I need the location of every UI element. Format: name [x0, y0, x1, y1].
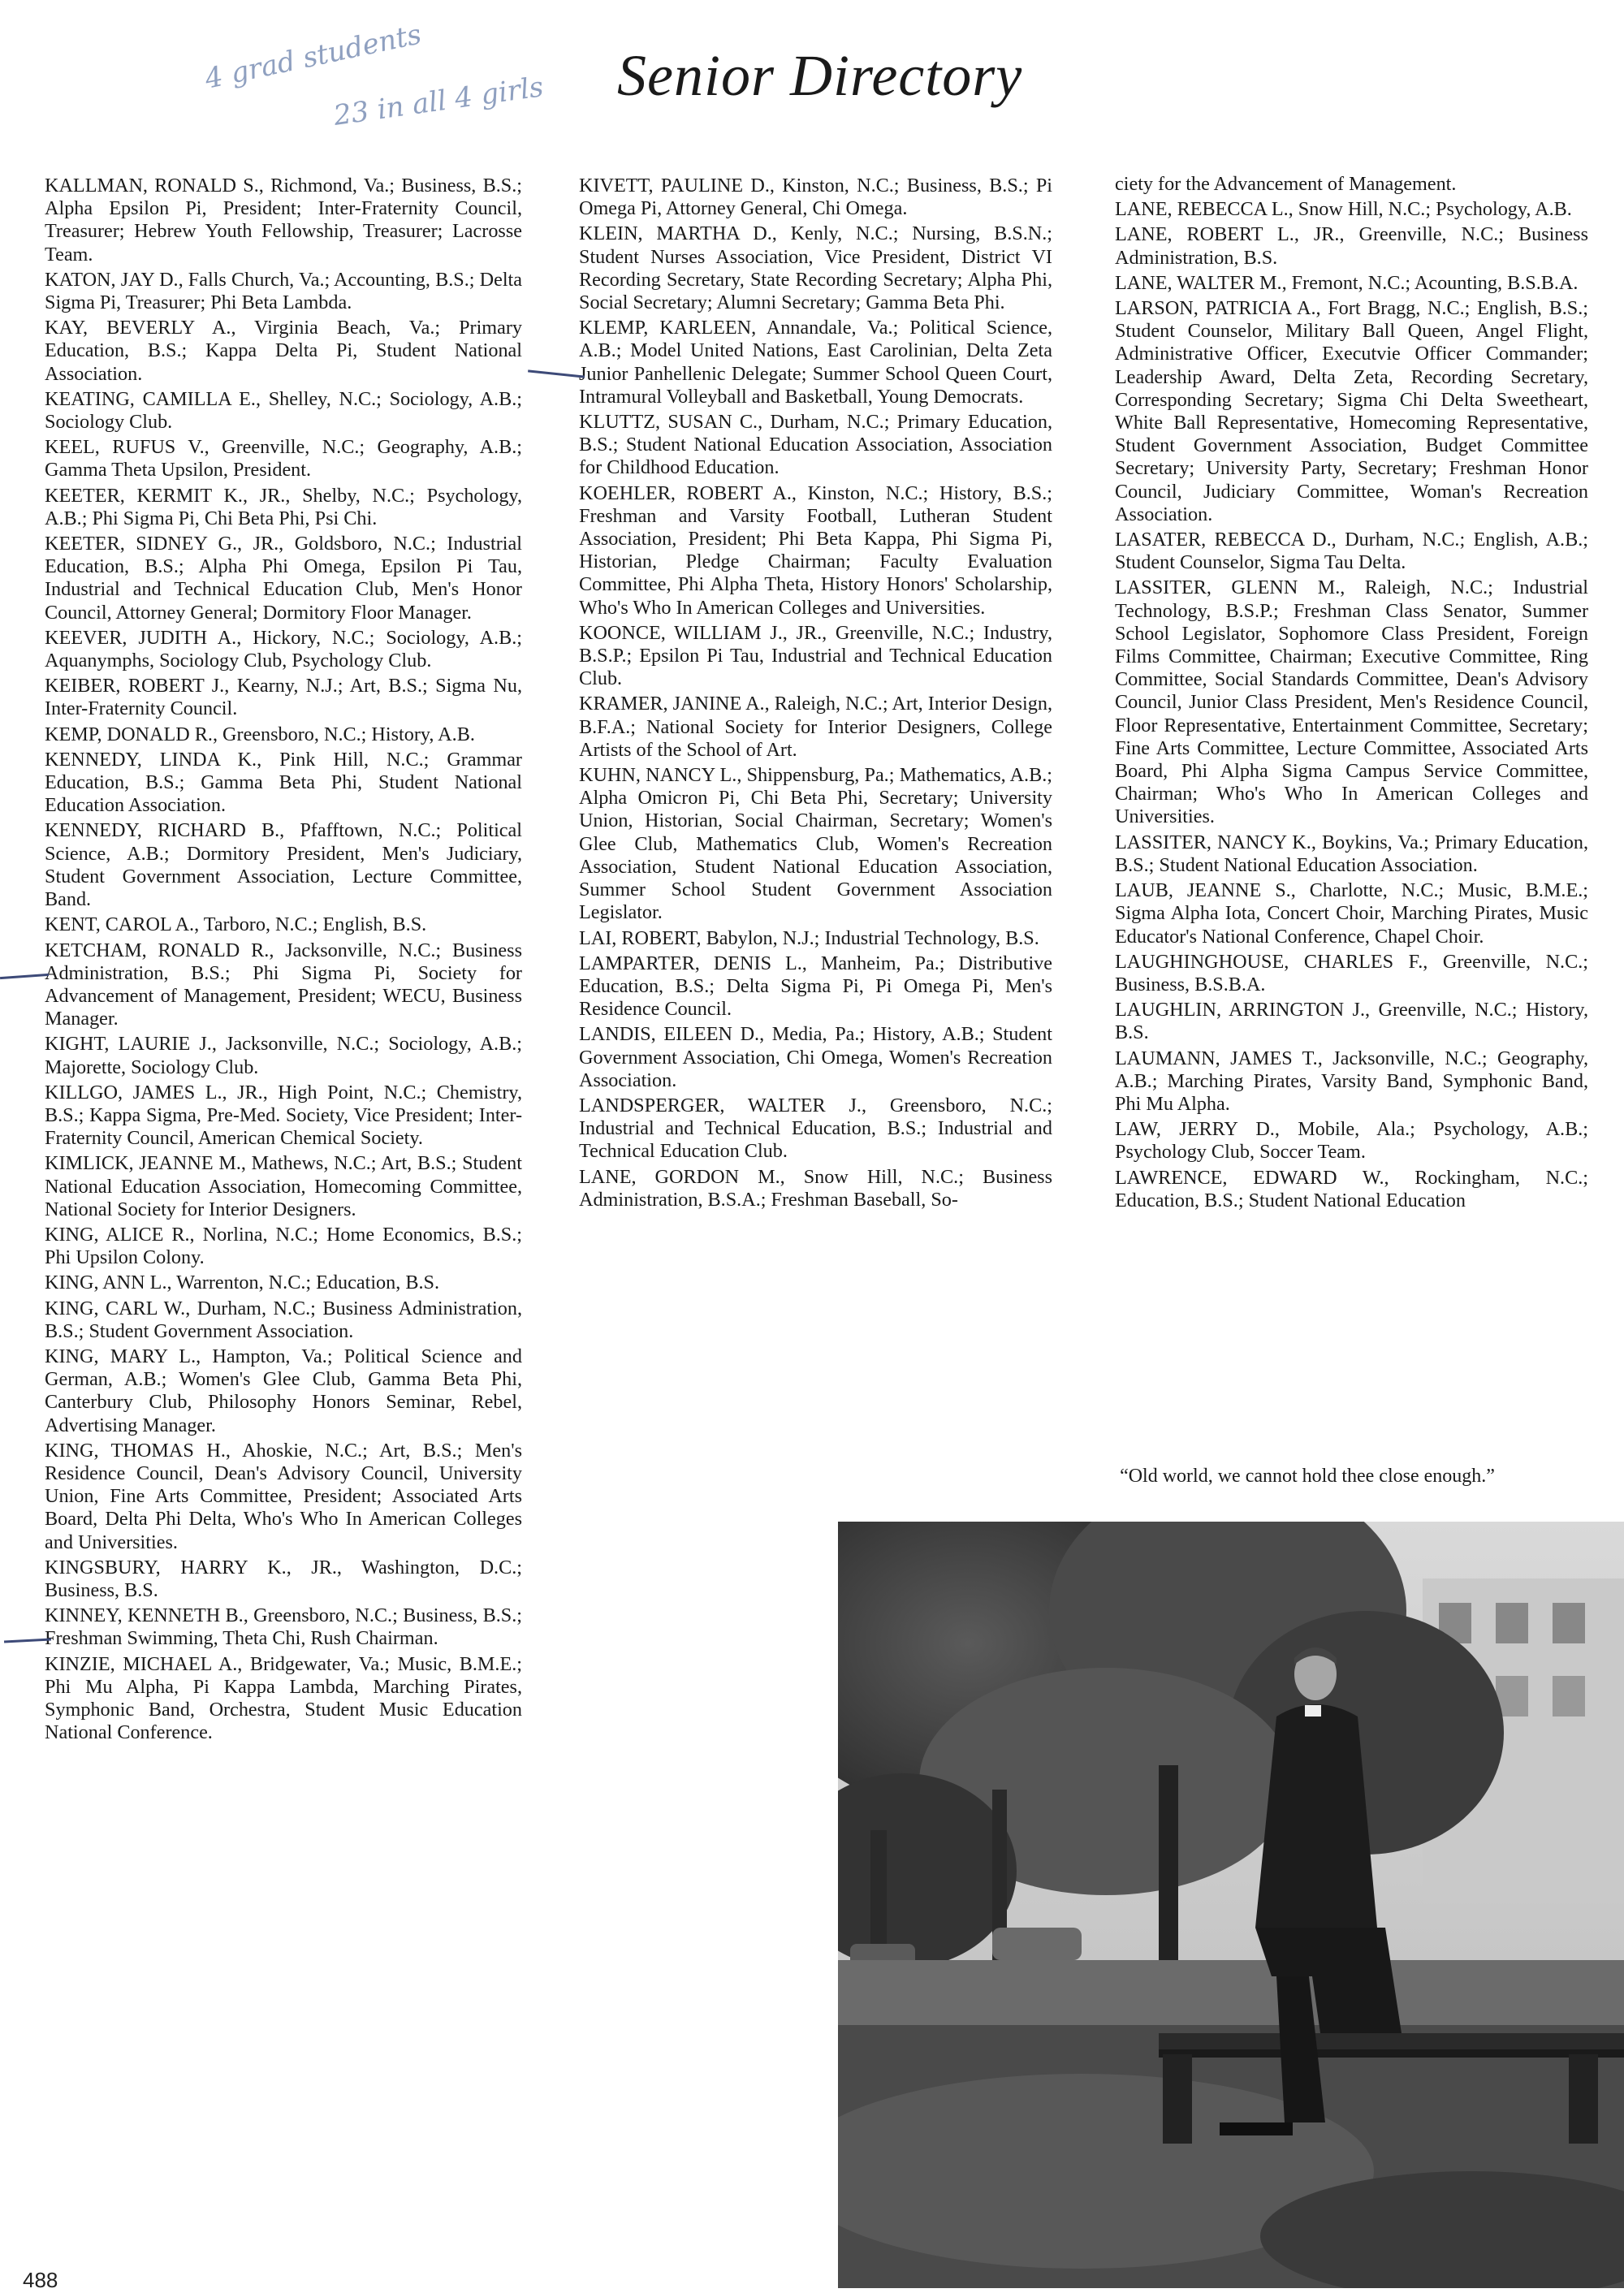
- directory-entry: KEEVER, JUDITH A., Hickory, N.C.; Sociology, A.B.; Aquanymphs, Sociology Club, Psychology Club.: [45, 626, 522, 672]
- directory-entry: LANE, GORDON M., Snow Hill, N.C.; Business Administration, B.S.A.; Freshman Baseball, So-: [579, 1165, 1052, 1211]
- directory-column-1: [45, 175, 522, 1747]
- directory-entry: KEMP, DONALD R., Greensboro, N.C.; History, A.B.: [45, 723, 475, 745]
- directory-entry: KENNEDY, LINDA K., Pink Hill, N.C.; Grammar Education, B.S.; Gamma Beta Phi, Student National Education Association.: [45, 748, 522, 817]
- directory-entry: LAUGHLIN, ARRINGTON J., Greenville, N.C.; History, B.S.: [1115, 999, 1588, 1044]
- directory-entry: KLEIN, MARTHA D., Kenly, N.C.; Nursing, B.S.N.; Student Nurses Association, Vice President, District VI Recording Secretary, State Recording Secretary; Alpha Phi, Social Secretary; Alumni Secretary; Gamma Beta Phi.: [579, 222, 1052, 314]
- directory-entry: KUHN, NANCY L., Shippensburg, Pa.; Mathematics, A.B.; Alpha Omicron Pi, Chi Beta Phi, Secretary; University Union, Historian, Social Chairman, Secretary; Women's Glee Club, Mathematics Club, Women's Recreation Association, Student National Education Association, Summer School Student Government Association Legislator.: [579, 764, 1052, 924]
- directory-entry: LANDSPERGER, WALTER J., Greensboro, N.C.; Industrial and Technical Education, B.S.; Industrial and Technical Education Club.: [579, 1094, 1052, 1163]
- directory-entry: LAMPARTER, DENIS L., Manheim, Pa.; Distributive Education, B.S.; Delta Sigma Pi, Pi Omega Pi, Men's Residence Council.: [579, 952, 1052, 1021]
- directory-entry: LARSON, PATRICIA A., Fort Bragg, N.C.; English, B.S.; Student Counselor, Military Ball Queen, Angel Flight, Administrative Officer, Executvie Officer Commander; Leadership Award, Delta Zeta, Recording Secretary, Corresponding Secretary; Sigma Chi Delta Sweetheart, White Ball Representative, Homecoming Representative, Student Government Association, Budget Committee Secretary; University Party, Secretary; Freshman Honor Council, Judiciary Committee, Woman's Recreation Association.: [1115, 297, 1588, 525]
- directory-entry: KLEMP, KARLEEN, Annandale, Va.; Political Science, A.B.; Model United Nations, East Carolinian, Delta Zeta Junior Panhellenic Delegate; Summer School Queen Court, Intramural Volleyball and Basketball, Young Democrats.: [579, 317, 1052, 408]
- directory-entry: LASSITER, NANCY K., Boykins, Va.; Primary Education, B.S.; Student National Education Association.: [1115, 831, 1588, 876]
- page-title: Senior Directory: [617, 43, 1023, 108]
- directory-entry: KLUTTZ, SUSAN C., Durham, N.C.; Primary Education, B.S.; Student National Education Association, Association for Childhood Education.: [579, 411, 1052, 479]
- directory-entry: LANE, WALTER M., Fremont, N.C.; Acounting, B.S.B.A.: [1115, 271, 1579, 294]
- handwritten-pointer-mark: [0, 974, 49, 979]
- directory-entry: KIMLICK, JEANNE M., Mathews, N.C.; Art, B.S.; Student National Education Association, Homecoming Committee, National Society for Interior Designers.: [45, 1152, 522, 1220]
- directory-entry: KINZIE, MICHAEL A., Bridgewater, Va.; Music, B.M.E.; Phi Mu Alpha, Pi Kappa Lambda, Marching Pirates, Symphonic Band, Orchestra, Student Music Education National Conference.: [45, 1652, 522, 1744]
- directory-entry: KEETER, SIDNEY G., JR., Goldsboro, N.C.; Industrial Education, B.S.; Alpha Phi Omega, Epsilon Pi Tau, Industrial and Technical Education Club, Men's Honor Council, Attorney General; Dormitory Floor Manager.: [45, 533, 522, 624]
- directory-entry: KENT, CAROL A., Tarboro, N.C.; English, B.S.: [45, 913, 427, 936]
- handwritten-note: [195, 8, 577, 138]
- directory-entry: KEIBER, ROBERT J., Kearny, N.J.; Art, B.S.; Sigma Nu, Inter-Fraternity Council.: [45, 675, 522, 720]
- photo-caption: “Old world, we cannot hold thee close enough.”: [1120, 1466, 1495, 1487]
- directory-entry: KINNEY, KENNETH B., Greensboro, N.C.; Business, B.S.; Freshman Swimming, Theta Chi, Rush Chairman.: [45, 1604, 522, 1650]
- handwritten-note-line-2: 23 in all 4 girls: [331, 71, 546, 132]
- directory-entry: LASSITER, GLENN M., Raleigh, N.C.; Industrial Technology, B.S.P.; Freshman Class Senator, Summer School Legislator, Sophomore Class President, Foreign Films Committee, Chairman; Executive Committee, Ring Committee, Social Standards Committee, Dean's Advisory Council, Junior Class President, Men's Residence Council, Floor Representative, Entertainment Committee, Secretary; Fine Arts Committee, Lecture Committee, Associated Arts Board, Phi Alpha Sigma Campus Service Committee, Chairman; Who's Who In American Colleges and Universities.: [1115, 576, 1588, 828]
- directory-entry: LANDIS, EILEEN D., Media, Pa.; History, A.B.; Student Government Association, Chi Omega, Women's Recreation Association.: [579, 1023, 1052, 1091]
- directory-entry: KING, MARY L., Hampton, Va.; Political Science and German, A.B.; Women's Glee Club, Gamma Beta Phi, Canterbury Club, Philosophy Honors Seminar, Rebel, Advertising Manager.: [45, 1345, 522, 1436]
- directory-entry: LAW, JERRY D., Mobile, Ala.; Psychology, A.B.; Psychology Club, Soccer Team.: [1115, 1118, 1588, 1164]
- directory-column-2: [579, 175, 1052, 1214]
- directory-entry: KINGSBURY, HARRY K., JR., Washington, D.C.; Business, B.S.: [45, 1556, 522, 1601]
- directory-entry: LAI, ROBERT, Babylon, N.J.; Industrial Technology, B.S.: [579, 926, 1039, 949]
- directory-entry: LAUGHINGHOUSE, CHARLES F., Greenville, N.C.; Business, B.S.B.A.: [1115, 950, 1588, 995]
- directory-entry: LAUB, JEANNE S., Charlotte, N.C.; Music, B.M.E.; Sigma Alpha Iota, Concert Choir, Marching Pirates, Music Educator's National Conference, Chapel Choir.: [1115, 879, 1588, 948]
- directory-entry: KAY, BEVERLY A., Virginia Beach, Va.; Primary Education, B.S.; Kappa Delta Pi, Student National Association.: [45, 317, 522, 385]
- directory-entry: KEETER, KERMIT K., JR., Shelby, N.C.; Psychology, A.B.; Phi Sigma Pi, Chi Beta Phi, Psi Chi.: [45, 484, 522, 529]
- campus-photo: [838, 1522, 1624, 2288]
- handwritten-pointer-mark: [528, 369, 585, 378]
- directory-entry: ciety for the Advancement of Management.: [1115, 173, 1457, 195]
- handwritten-note-line-1: 4 grad students: [201, 18, 425, 96]
- directory-entry: KING, ALICE R., Norlina, N.C.; Home Economics, B.S.; Phi Upsilon Colony.: [45, 1223, 522, 1269]
- directory-entry: LAUMANN, JAMES T., Jacksonville, N.C.; Geography, A.B.; Marching Pirates, Varsity Band, Symphonic Band, Phi Mu Alpha.: [1115, 1047, 1588, 1115]
- directory-entry: LANE, ROBERT L., JR., Greenville, N.C.; Business Administration, B.S.: [1115, 223, 1588, 269]
- directory-column-3: [1115, 173, 1588, 1215]
- directory-entry: KOONCE, WILLIAM J., JR., Greenville, N.C.; Industry, B.S.P.; Epsilon Pi Tau, Industrial and Technical Education Club.: [579, 621, 1052, 690]
- page-number: 488: [23, 2268, 58, 2292]
- directory-entry: LASATER, REBECCA D., Durham, N.C.; English, A.B.; Student Counselor, Sigma Tau Delta.: [1115, 529, 1588, 574]
- directory-entry: KIVETT, PAULINE D., Kinston, N.C.; Business, B.S.; Pi Omega Pi, Attorney General, Chi Omega.: [579, 175, 1052, 220]
- directory-entry: KOEHLER, ROBERT A., Kinston, N.C.; History, B.S.; Freshman and Varsity Football, Lutheran Student Association, President; Phi Beta Kappa, Phi Sigma Pi, Historian, Pledge Chairman; Faculty Evaluation Committee, Phi Alpha Theta, History Honors' Scholarship, Who's Who In American Colleges and Universities.: [579, 481, 1052, 619]
- directory-entry: LAWRENCE, EDWARD W., Rockingham, N.C.; Education, B.S.; Student National Education: [1115, 1166, 1588, 1211]
- directory-entry: LANE, REBECCA L., Snow Hill, N.C.; Psychology, A.B.: [1115, 198, 1572, 221]
- directory-entry: KEEL, RUFUS V., Greenville, N.C.; Geography, A.B.; Gamma Theta Upsilon, President.: [45, 436, 522, 481]
- directory-entry: KING, THOMAS H., Ahoskie, N.C.; Art, B.S.; Men's Residence Council, Dean's Advisory Council, University Union, Fine Arts Committee, President; Associated Arts Board, Delta Phi Delta, Who's Who In American Colleges and Universities.: [45, 1439, 522, 1553]
- directory-entry: KIGHT, LAURIE J., Jacksonville, N.C.; Sociology, A.B.; Majorette, Sociology Club.: [45, 1033, 522, 1078]
- directory-entry: KRAMER, JANINE A., Raleigh, N.C.; Art, Interior Design, B.F.A.; National Society for Interior Designers, College Artists of the School of Art.: [579, 693, 1052, 761]
- directory-entry: KING, ANN L., Warrenton, N.C.; Education, B.S.: [45, 1272, 440, 1294]
- directory-entry: KEATING, CAMILLA E., Shelley, N.C.; Sociology, A.B.; Sociology Club.: [45, 387, 522, 434]
- directory-entry: KING, CARL W., Durham, N.C.; Business Administration, B.S.; Student Government Association.: [45, 1297, 522, 1342]
- directory-entry: KETCHAM, RONALD R., Jacksonville, N.C.; Business Administration, B.S.; Phi Sigma Pi, Society for Advancement of Management, President; WECU, Business Manager.: [45, 939, 522, 1030]
- directory-entry: KATON, JAY D., Falls Church, Va.; Accounting, B.S.; Delta Sigma Pi, Treasurer; Phi Beta Lambda.: [45, 268, 522, 314]
- directory-entry: KENNEDY, RICHARD B., Pfafftown, N.C.; Political Science, A.B.; Dormitory President, Men's Judiciary, Student Government Association, Lecture Committee, Band.: [45, 819, 522, 911]
- directory-entry: KILLGO, JAMES L., JR., High Point, N.C.; Chemistry, B.S.; Kappa Sigma, Pre-Med. Society, Vice President; Inter-Fraternity Council, American Chemical Society.: [45, 1081, 522, 1150]
- directory-entry: KALLMAN, RONALD S., Richmond, Va.; Business, B.S.; Alpha Epsilon Pi, President; Inter-Fraternity Council, Treasurer; Hebrew Youth Fellowship, Treasurer; Lacrosse Team.: [45, 175, 522, 266]
